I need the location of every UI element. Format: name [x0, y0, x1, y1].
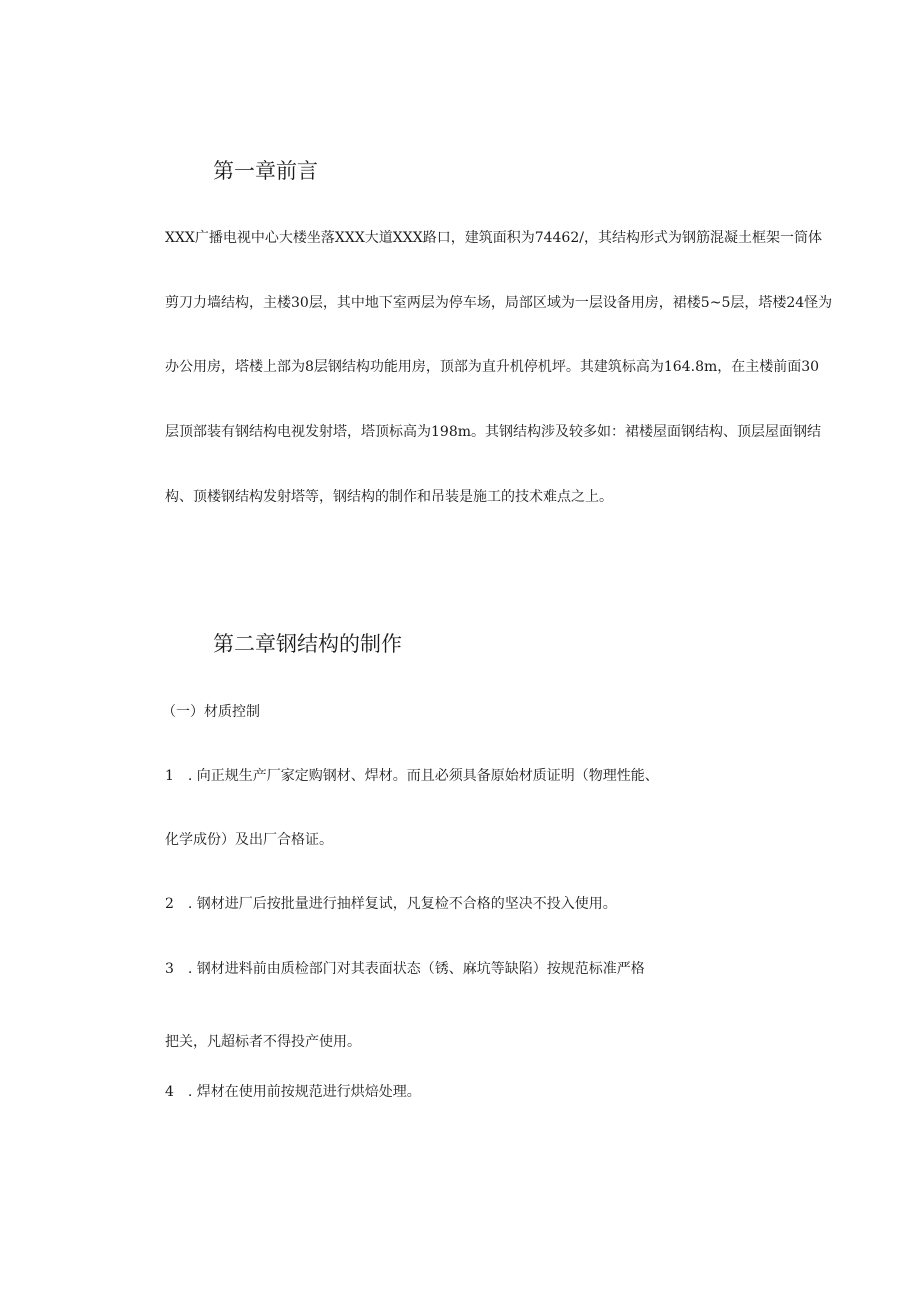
- list-item-1-line-1: 1 . 向正规生产厂家定购钢材、焊材。而且必须具备原始材质证明（物理性能、: [165, 768, 659, 784]
- chapter1-title: 第一章前言: [213, 159, 318, 183]
- chapter2-title: 第二章钢结构的制作: [213, 632, 402, 656]
- list-item-4: 4 . 焊材在使用前按规范进行烘焙处理。: [165, 1084, 421, 1100]
- chapter1-paragraph-line-4: 层顶部装有钢结构电视发射塔，塔顶标高为198m。其钢结构涉及较多如：裙楼屋面钢结构、顶层屋面钢结: [165, 424, 821, 440]
- list-item-3-line-2: 把关，凡超标者不得投产使用。: [165, 1034, 361, 1050]
- list-item-1-line-2: 化学成份）及出厂合格证。: [165, 832, 333, 848]
- chapter1-paragraph-line-2: 剪刀力墙结构，主楼30层，其中地下室两层为停车场，局部区域为一层设备用房，裙楼5~5层，塔楼24怪为: [165, 295, 833, 311]
- list-item-2: 2 . 钢材进厂后按批量进行抽样复试，凡复检不合格的坚决不投入使用。: [165, 896, 617, 912]
- chapter1-paragraph-line-1: XXX广播电视中心大楼坐落XXX大道XXX路口，建筑面积为74462/，其结构形式为钢筋混凝土框架一筒体: [165, 230, 822, 246]
- section-material-control-title: （一）材质控制: [162, 704, 260, 720]
- chapter1-paragraph-line-5: 构、顶楼钢结构发射塔等，钢结构的制作和吊装是施工的技术难点之上。: [165, 489, 613, 505]
- chapter1-paragraph-line-3: 办公用房，塔楼上部为8层钢结构功能用房，顶部为直升机停机坪。其建筑标高为164.8m，在主楼前面30: [165, 359, 820, 375]
- list-item-3-line-1: 3 . 钢材进料前由质检部门对其表面状态（锈、麻坑等缺陷）按规范标准严格: [165, 961, 645, 977]
